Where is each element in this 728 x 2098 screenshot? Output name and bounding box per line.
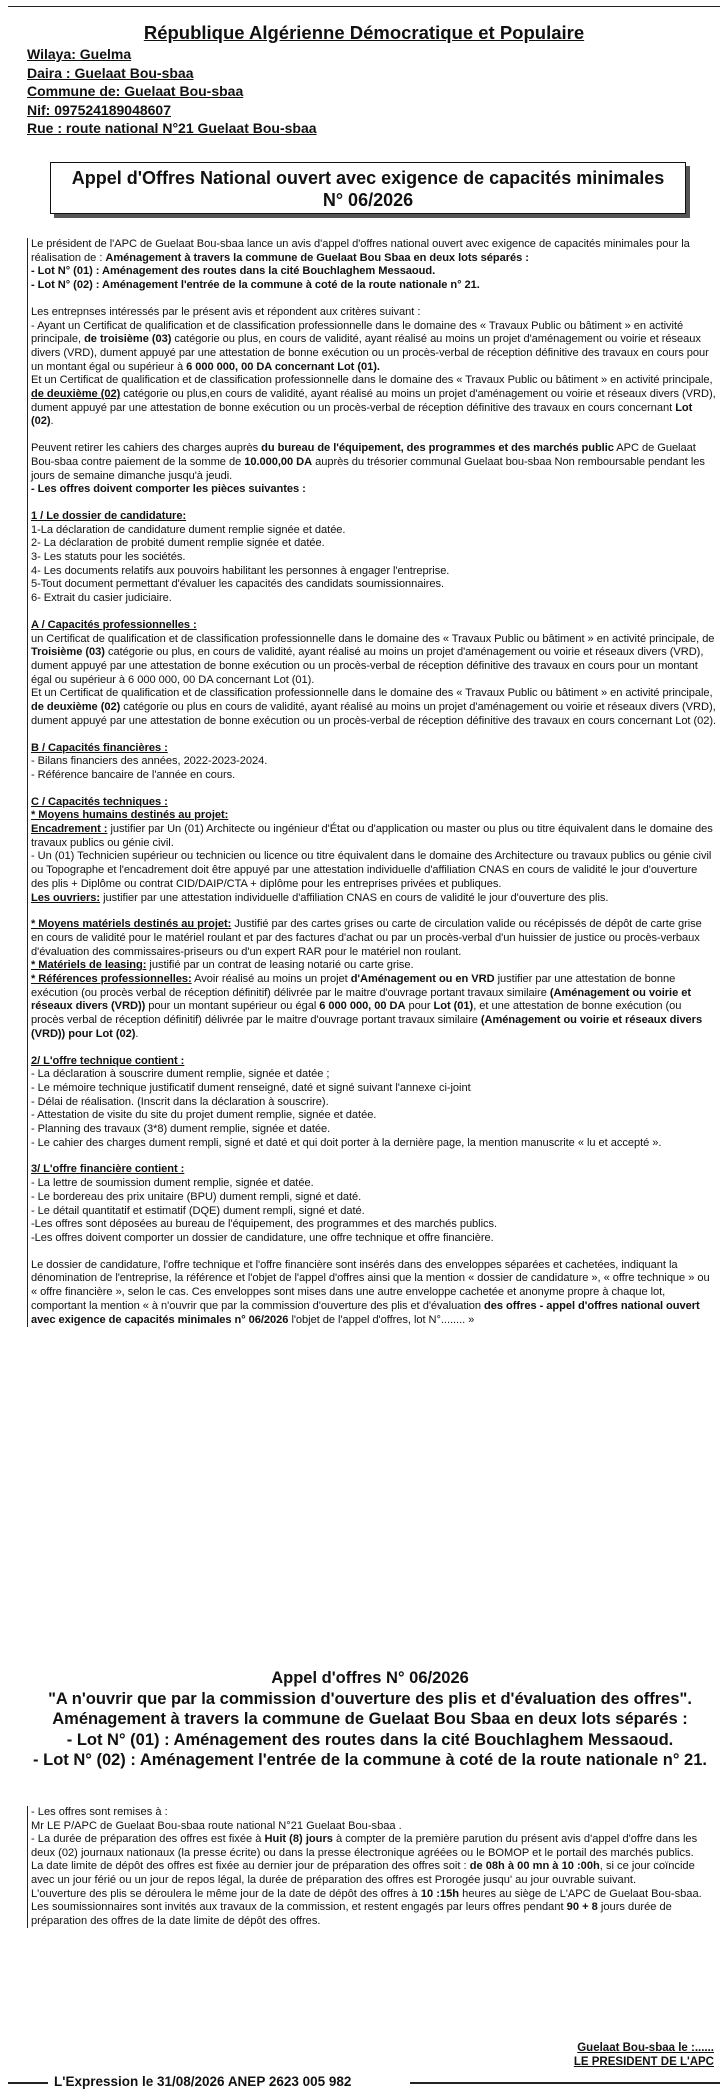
wilaya-line: Wilaya: Guelma: [27, 46, 132, 62]
criteria-intro: Les entrepnses intéressés par le présent avis et répondent aux critères suivant :: [31, 305, 421, 318]
footer-text: L'Expression le 31/08/2026 ANEP 2623 005 982: [50, 2074, 355, 2089]
preparation-duration: - La durée de préparation des offres est fixée à Huit (8) jours à compter de la première parution du présent avis d'appel d'offre dans les deux (02) journaux nationaux (la presse écrite) ou dans la presse électronique agréées ou le BOMOP et le portail des marchés publics.: [31, 1833, 698, 1859]
encadrement-paragraph: Encadrement : justifier par Un (01) Architecte ou ingénieur d'État ou d'application ou master ou plus ou titre équivalent dans le domaine des travaux publics ou génie civil.: [31, 823, 713, 849]
retrieval-paragraph: Peuvent retirer les cahiers des charges auprès du bureau de l'équipement, des programmes et des marchés public APC de Guelaat Bou-sbaa contre paiement de la somme de 10.000,00 DA auprès du trésorier communal Guelaat bou-sbaa Non remboursable pendant les jours de semaine dimanche jusqu'à jeudi.: [31, 442, 705, 482]
cap-fin-heading: B / Capacités financières :: [31, 741, 168, 754]
cap-pro-lot-2: Et un Certificat de qualification et de classification professionnelle dans le domaine des « Travaux Public ou bâtiment » en activité principale, de deuxième (02) catégorie ou plus en cours de validité, ayant réalisé au moins un projet d'aménagement ou voirie et réseaux divers (VRD), dument appuyé par une attestation de bonne exécution ou un procès-verbal de réception définitive des travaux en cours concernant Lot (02).: [31, 687, 717, 727]
daira-line: Daira : Guelaat Bou-sbaa: [27, 64, 194, 81]
recap-tender-number: Appel d'offres N° 06/2026: [271, 1669, 469, 1687]
references-paragraph: * Références professionnelles: Avoir réalisé au moins un projet d'Aménagement ou en VRD justifier par une attestation de bonne exécution (ou procès verbal de réception définitif) délivrée par le maitre d'ouvrage portant travaux similaire (Aménagement ou voirie et réseaux divers (VRD)) pour un montant supérieur ou égal 6 000 000, 00 DA pour Lot (01), et une attestation de bonne exécution (ou procès verbal de réception définitif) délivrée par le maitre d'ouvrage portant travaux similaire (Aménagement ou voirie et réseaux divers (VRD)) pour Lot (02).: [31, 973, 703, 1040]
remise-intro: - Les offres sont remises à :: [31, 1806, 168, 1818]
materiels-paragraph: * Moyens matériels destinés au projet: Justifié par des cartes grises ou carte de circulation valide ou récépissés de dépôt de carte grise en cours de validité pour le matériel roulant et par des factures d'achat ou par un procès-verbal d'un huissier de justice ou procès-verbaux d'évaluation des commissaires-priseurs ou d'un expert RAR pour le matériel non roulant.: [31, 918, 702, 958]
dossier-heading: 1 / Le dossier de candidature:: [31, 509, 187, 522]
offre-tech-item: - Attestation de visite du site du projet dument remplie, signée et datée.: [31, 1109, 377, 1122]
offre-fin-heading: 3/ L'offre financière contient :: [31, 1163, 185, 1176]
offre-fin-item: - La lettre de soumission dument remplie, signée et datée.: [31, 1177, 314, 1190]
dossier-item: 6- Extrait du casier judiciaire.: [31, 592, 172, 605]
envelopes-paragraph: Le dossier de candidature, l'offre technique et l'offre financière sont insérés dans des enveloppes séparées et cachetées, indiquant la dénomination de l'entreprise, la référence et l'objet de l'appel d'offres ainsi que la mention « dossier de candidature », « offre technique » ou « offre financière », selon le cas. Ces enveloppes sont mises dans une autre enveloppe cachetée et anonyme propre à chaque lot, comportant la mention « à n'ouvrir que par la commission d'ouverture des plis et d'évaluation des offres - appel d'offres national ouvert avec exigence de capacités minimales n° 06/2026 l'objet de l'appel d'offres, lot N°........ »: [31, 1258, 710, 1326]
recap-block: [20, 1668, 720, 1771]
offre-fin-item: -Les offres doivent comporter un dossier de candidature, une offre technique et offre financière.: [31, 1232, 494, 1244]
offre-fin-item: -Les offres sont déposées au bureau de l'équipement, des programmes et des marchés publics.: [31, 1218, 498, 1231]
cap-fin-item: - Référence bancaire de l'année en cours.: [31, 768, 236, 781]
issuer-info: [27, 45, 317, 138]
intro-paragraph: Le président de l'APC de Guelaat Bou-sbaa lance un avis d'appel d'offres national ouvert avec exigence de capacités minimales pour la réalisation de : Aménagement à travers la commune de Guelaat Bou Sbaa en deux lots séparés :: [31, 238, 690, 264]
criteria-lot-1: - Ayant un Certificat de qualification et de classification professionnelle dans le domaine des « Travaux Public ou bâtiment » en activité principale, de troisième (03) catégorie ou plus, en cours de validité, ayant réalisé au moins un projet d'aménagement ou voirie et réseaux divers (VRD), dument appuyé par une attestation de bonne exécution ou un procès-verbal de réception définitive des travaux en cours pour un montant égal ou supérieur à 6 000 000, 00 DA concernant Lot (01).: [31, 319, 709, 373]
commune-line: Commune de: Guelaat Bou-sbaa: [27, 83, 244, 99]
tender-title-box: [50, 162, 686, 214]
submission-details: [27, 1806, 717, 1928]
offre-fin-item: - Le détail quantitatif et estimatif (DQE) dument rempli, signé et daté.: [31, 1204, 365, 1217]
cap-pro-lot-1: un Certificat de qualification et de classification professionnelle dans le domaine des « Travaux Public ou bâtiment » en activité principale, de Troisième (03) catégorie ou plus, en cours de validité, ayant réalisé au moins un projet d'aménagement ou voirie et réseaux divers (VRD), dument appuyé par une attestation de bonne exécution ou un procès-verbal de réception définitive des travaux en cours pour un montant égal ou supérieur à 6 000 000, 00 DA concernant Lot (01).: [31, 632, 715, 686]
cap-tech-heading: C / Capacités techniques :: [31, 795, 168, 808]
lot-1: - Lot N° (01) : Aménagement des routes dans la cité Bouchlaghem Messaoud.: [31, 265, 436, 278]
recap-lot-1: - Lot N° (01) : Aménagement des routes dans la cité Bouchlaghem Messaoud.: [66, 1730, 674, 1749]
offre-tech-item: - Le cahier des charges dument rempli, signé et daté et qui doit porter à la dernière page, la mention manuscrite « lu et accepté ».: [31, 1136, 662, 1149]
rue-line: Rue : route national N°21 Guelaat Bou-sbaa: [27, 120, 317, 136]
signature-place-date: Guelaat Bou-sbaa le :......: [577, 2042, 714, 2054]
cap-fin-item: - Bilans financiers des années, 2022-2023-2024.: [31, 755, 268, 768]
offre-tech-item: - Planning des travaux (3*8) dument remplie, signée et datée.: [31, 1123, 331, 1136]
dossier-item: 3- Les statuts pour les sociétés.: [31, 551, 186, 564]
nif-line: Nif: 097524189048607: [27, 101, 172, 118]
cap-pro-heading: A / Capacités professionnelles :: [31, 618, 197, 631]
human-means-heading: * Moyens humains destinés au projet:: [31, 809, 229, 822]
validity-paragraph: Les soumissionnaires sont invités aux travaux de la commission, et restent engagés par leurs offres pendant 90 + 8 jours durée de préparation des offres de la date limite de dépôt des offres.: [31, 1901, 672, 1927]
recap-lot-2: - Lot N° (02) : Aménagement l'entrée de la commune à coté de la route nationale n° 21.: [33, 1751, 707, 1769]
signature-title: LE PRESIDENT DE L'APC: [573, 2056, 714, 2068]
tender-number: N° 06/2026: [322, 190, 414, 210]
tender-title: Appel d'Offres National ouvert avec exigence de capacités minimales: [71, 168, 665, 188]
offre-tech-item: - La déclaration à souscrire dument remplie, signée et datée ;: [31, 1068, 330, 1081]
recap-object: Aménagement à travers la commune de Guelaat Bou Sbaa en deux lots séparés :: [52, 1710, 688, 1728]
offre-fin-item: - Le bordereau des prix unitaire (BPU) dument rempli, signé et daté.: [31, 1190, 362, 1203]
lot-2: - Lot N° (02) : Aménagement l'entrée de la commune à coté de la route nationale n° 21.: [31, 279, 480, 292]
dossier-item: 2- La déclaration de probité dument remplie signée et datée.: [31, 537, 325, 550]
top-rule: [8, 0, 720, 7]
criteria-lot-2: Et un Certificat de qualification et de classification professionnelle dans le domaine des « Travaux Public ou bâtiment » en activité principale, de deuxième (02) catégorie ou plus,en cours de validité, ayant réalisé au moins un projet d'aménagement ou voirie et réseaux divers (VRD), dument appuyé par une attestation de bonne exécution ou un procès-verbal de réception définitive des travaux en cours concernant Lot (02).: [31, 374, 716, 428]
republic-title: République Algérienne Démocratique et Populaire: [143, 22, 585, 43]
footer-rule-left: [8, 2082, 48, 2084]
deadline-paragraph: La date limite de dépôt des offres est fixée au dernier jour de préparation des offres soit : de 08h à 00 mn à 10 :00h, si ce jour coïncide avec un jour férié ou un jour de repos légal, la durée de préparation des offres est Prorogée jusqu' au jour ouvrable suivant.: [31, 1860, 695, 1886]
signature-block: [574, 2041, 714, 2069]
publication-footer: [0, 2072, 728, 2092]
ouvriers-paragraph: Les ouvriers: justifier par une attestation individuelle d'affiliation CNAS en cours de validité le jour d'ouverture des plis.: [31, 891, 609, 904]
dossier-item: 1-La déclaration de candidature dument remplie signée et datée.: [31, 523, 346, 536]
recap-mention: "A n'ouvrir que par la commission d'ouverture des plis et d'évaluation des offres".: [48, 1689, 692, 1708]
notice-body: [27, 238, 717, 1327]
footer-rule-right: [410, 2082, 720, 2084]
remise-address: Mr LE P/APC de Guelaat Bou-sbaa route national N°21 Guelaat Bou-sbaa .: [31, 1819, 402, 1832]
leasing-paragraph: * Matériels de leasing: justifié par un contrat de leasing notarié ou carte grise.: [31, 959, 414, 972]
opening-paragraph: L'ouverture des plis se déroulera le même jour de la date de dépôt des offres à 10 :15h heures au siège de L'APC de Guelaat Bou-sbaa.: [31, 1887, 702, 1900]
offre-tech-item: - Délai de réalisation. (Inscrit dans la déclaration à souscrire).: [31, 1095, 329, 1108]
technicien-paragraph: - Un (01) Technicien supérieur ou technicien ou licence ou titre équivalent dans le domaine des Architecture ou travaux publics ou génie civil ou Topographe et l'encadrement doit être appuyé par une attestation individuelle d'affiliation CNAS en cours de validité le jour d'ouverture des plis + Diplôme ou contrat CID/DAIP/CTA + diplôme pour les entreprises privées et publiques.: [31, 850, 712, 890]
offre-tech-heading: 2/ L'offre technique contient :: [31, 1054, 185, 1067]
dossier-item: 5-Tout document permettant d'évaluer les capacités des candidats soumissionnaires.: [31, 578, 445, 591]
dossier-item: 4- Les documents relatifs aux pouvoirs habilitant les personnes à engager l'entreprise.: [31, 564, 450, 577]
offre-tech-item: - Le mémoire technique justificatif dument renseigné, daté et signé suivant l'annexe ci-joint: [31, 1081, 471, 1094]
pieces-line: - Les offres doivent comporter les pièces suivantes :: [31, 483, 306, 496]
